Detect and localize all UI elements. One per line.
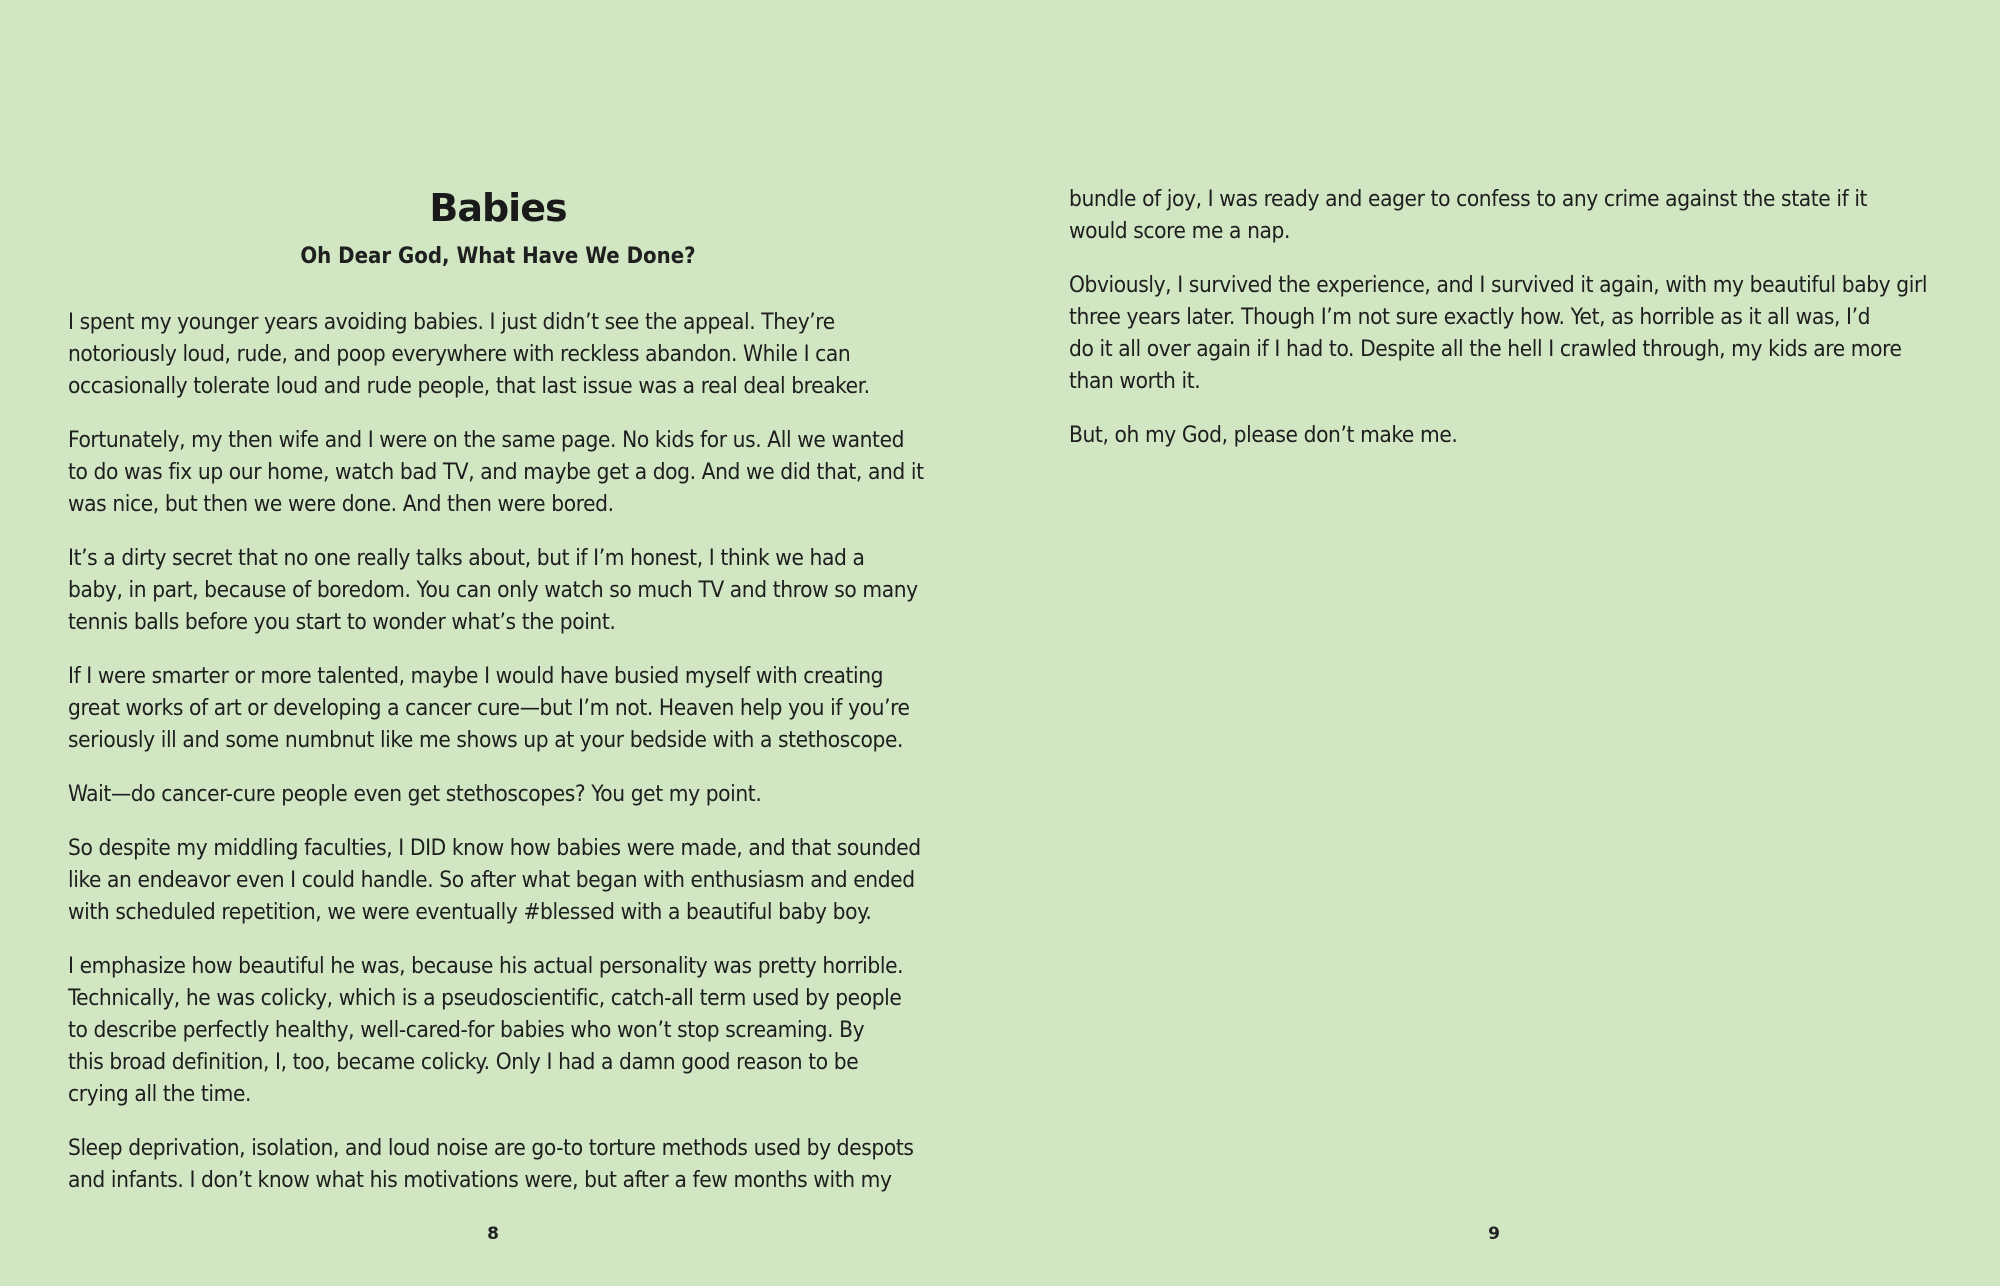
right-page — [1069, 0, 1929, 1286]
text-line: three years later. Though I’m not sure exactly how. Yet, as horrible as it all was, I’d — [1069, 304, 1871, 330]
chapter-subtitle: Oh Dear God, What Have We Done? — [300, 244, 696, 269]
paragraph — [68, 424, 940, 520]
text-line: baby, in part, because of boredom. You can only watch so much TV and throw so many — [68, 577, 918, 603]
text-line: But, oh my God, please don’t make me. — [1069, 422, 1458, 448]
paragraph — [1069, 183, 1941, 247]
left-body-text — [68, 306, 940, 1218]
text-line: occasionally tolerate loud and rude people, that last issue was a real deal breaker. — [68, 373, 870, 399]
text-line: bundle of joy, I was ready and eager to confess to any crime against the state if it — [1069, 186, 1868, 212]
text-line: with scheduled repetition, we were eventually #blessed with a beautiful baby boy. — [68, 899, 872, 925]
text-line: It’s a dirty secret that no one really talks about, but if I’m honest, I think we had a — [68, 545, 865, 571]
paragraph — [68, 306, 940, 402]
paragraph — [68, 778, 940, 810]
paragraph — [1069, 419, 1941, 451]
text-line: I emphasize how beautiful he was, because his actual personality was pretty horrible. — [68, 953, 904, 979]
text-line: Fortunately, my then wife and I were on the same page. No kids for us. All we wanted — [68, 427, 905, 453]
left-page — [68, 0, 928, 1286]
text-line: seriously ill and some numbnut like me shows up at your bedside with a stethoscope. — [68, 727, 904, 753]
paragraph — [68, 832, 940, 928]
text-line: Technically, he was colicky, which is a pseudoscientific, catch-all term used by people — [68, 985, 902, 1011]
text-line: this broad definition, I, too, became colicky. Only I had a damn good reason to be — [68, 1049, 859, 1075]
text-line: Sleep deprivation, isolation, and loud noise are go-to torture methods used by despots — [68, 1135, 914, 1161]
text-line: to describe perfectly healthy, well-cared-for babies who won’t stop screaming. By — [68, 1017, 865, 1043]
page-number-right: 9 — [1488, 1224, 1500, 1244]
text-line: to do was fix up our home, watch bad TV, and maybe get a dog. And we did that, and it — [68, 459, 924, 485]
text-line: and infants. I don’t know what his motivations were, but after a few months with my — [68, 1167, 892, 1193]
chapter-title: Babies — [429, 186, 567, 230]
paragraph — [68, 950, 940, 1110]
text-line: Obviously, I survived the experience, and I survived it again, with my beautiful baby girl — [1069, 272, 1928, 298]
text-line: do it all over again if I had to. Despite all the hell I crawled through, my kids are more — [1069, 336, 1902, 362]
text-line: would score me a nap. — [1069, 218, 1290, 244]
text-line: So despite my middling faculties, I DID know how babies were made, and that sounded — [68, 835, 921, 861]
text-line: great works of art or developing a cancer cure—but I’m not. Heaven help you if you’re — [68, 695, 910, 721]
text-line: like an endeavor even I could handle. So after what began with enthusiasm and ended — [68, 867, 915, 893]
text-line: If I were smarter or more talented, maybe I would have busied myself with creating — [68, 663, 884, 689]
text-line: than worth it. — [1069, 368, 1201, 394]
paragraph — [1069, 269, 1941, 397]
text-line: crying all the time. — [68, 1081, 252, 1107]
text-line: was nice, but then we were done. And then were bored. — [68, 491, 614, 517]
text-line: tennis balls before you start to wonder what’s the point. — [68, 609, 616, 635]
text-line: Wait—do cancer-cure people even get stethoscopes? You get my point. — [68, 781, 762, 807]
text-line: I spent my younger years avoiding babies. I just didn’t see the appeal. They’re — [68, 309, 835, 335]
paragraph — [68, 660, 940, 756]
paragraph — [68, 542, 940, 638]
paragraph — [68, 1132, 940, 1196]
right-body-text — [1069, 183, 1941, 473]
page-number-left: 8 — [487, 1224, 499, 1244]
text-line: notoriously loud, rude, and poop everywhere with reckless abandon. While I can — [68, 341, 851, 367]
